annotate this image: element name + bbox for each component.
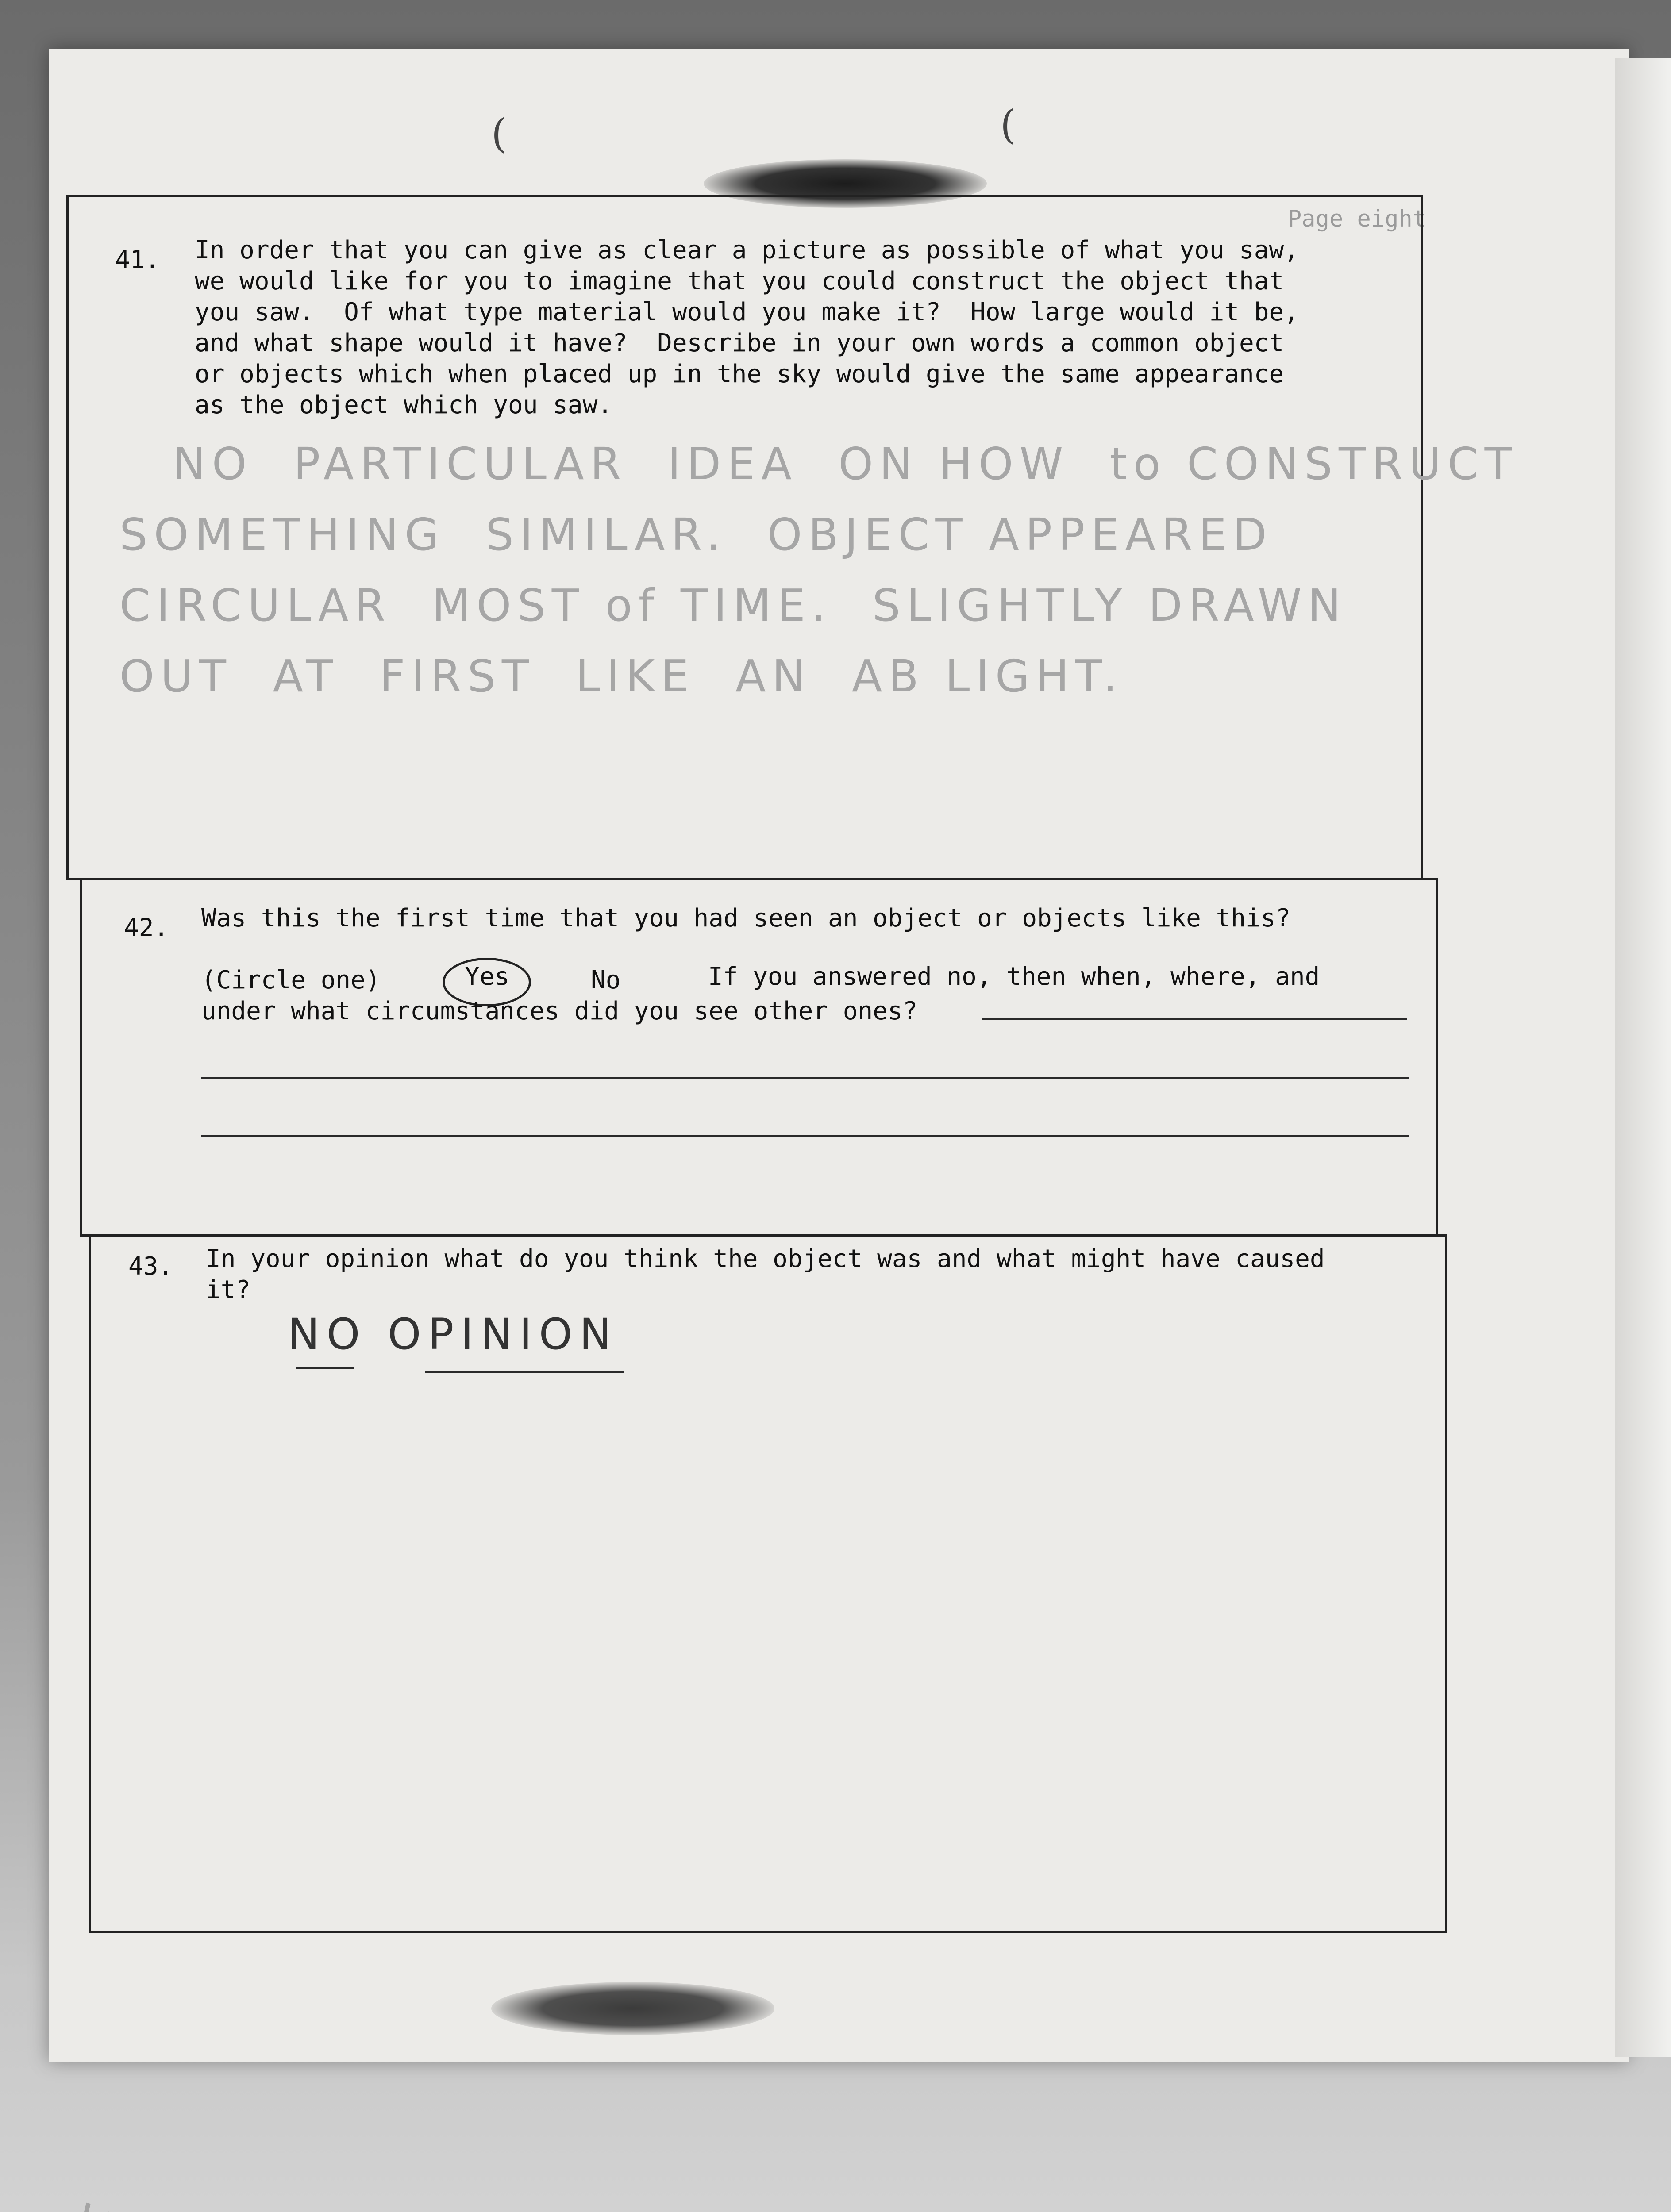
q43-number: 43. [128, 1252, 173, 1281]
q41-answer-line-2: SOMETHING SIMILAR. OBJECT APPEARED [119, 509, 1273, 561]
page-edge-shadow [1615, 58, 1671, 2057]
punch-mark-left: ( [491, 111, 507, 157]
q43-line-2: it? [206, 1275, 251, 1304]
q41-answer-line-1: NO PARTICULAR IDEA ON HOW to CONSTRUCT [173, 438, 1518, 490]
q41-line-6: as the object which you saw. [195, 391, 613, 419]
page-number-label: Page eight [1288, 206, 1427, 232]
q42-line-1: Was this the first time that you had seen an object or objects like this? [201, 904, 1291, 933]
q42-no-option: No [591, 966, 621, 995]
q41-line-2: we would like for you to imagine that you could construct the object that [195, 267, 1284, 296]
q43-underline-opinion [425, 1371, 624, 1373]
form-page [49, 49, 1629, 2062]
q41-number: 41. [115, 246, 160, 274]
q42-answer-line-1 [982, 1018, 1407, 1020]
q42-number: 42. [124, 914, 169, 942]
q42-circle-label: (Circle one) [201, 966, 381, 995]
q43-underline-no [296, 1367, 354, 1369]
punch-mark-right: ( [1000, 102, 1016, 148]
q41-answer-line-3: CIRCULAR MOST of TIME. SLIGHTLY DRAWN [119, 580, 1348, 631]
q41-line-5: or objects which when placed up in the sky would give the same appearance [195, 360, 1284, 388]
q42-answer-line-2 [201, 1077, 1409, 1079]
q42-line-3: under what circumstances did you see other ones? [201, 997, 918, 1025]
handwriting-smudge [35, 2185, 186, 2212]
q42-line-2-rest: If you answered no, then when, where, and [708, 962, 1320, 991]
q43-answer: NO OPINION [288, 1310, 619, 1359]
q41-line-4: and what shape would it have? Describe in your own words a common object [195, 329, 1284, 357]
q41-line-3: you saw. Of what type material would you make it? How large would it be, [195, 298, 1299, 326]
q43-line-1: In your opinion what do you think the object was and what might have caused [206, 1244, 1325, 1273]
q42-answer-line-3 [201, 1135, 1409, 1137]
q42-yes-option: Yes [465, 962, 510, 991]
q41-line-1: In order that you can give as clear a picture as possible of what you saw, [195, 236, 1299, 265]
redaction-stamp-bottom [491, 1982, 774, 2035]
q41-answer-line-4: OUT AT FIRST LIKE AN AB LIGHT. [119, 650, 1124, 702]
